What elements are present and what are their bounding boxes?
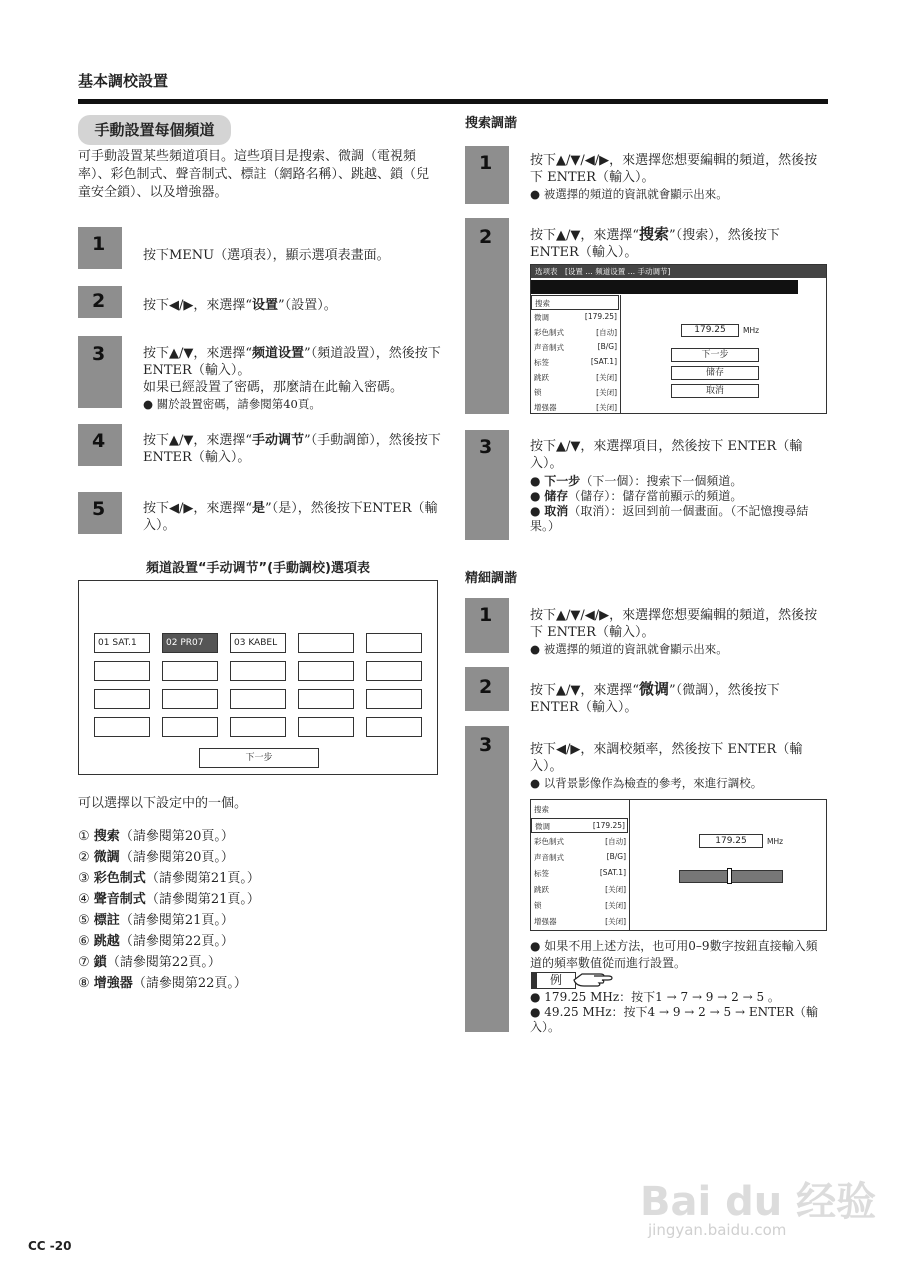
row-key: 增强器 [534, 917, 557, 926]
text-part: （儲存）：儲存當前顯示的頻道。 [568, 489, 743, 503]
osd-band [531, 280, 798, 294]
text-part: 179.25 MHz：按下1 → 7 → 9 → 2 → 5 。 [544, 990, 780, 1004]
channel-cell[interactable] [94, 717, 150, 737]
bullet-text: ● 以背景影像作為檢查的參考，來進行調校。 [530, 776, 763, 790]
section-pill: 手動設置每個頻道 [78, 115, 231, 145]
row-key: 跳跃 [534, 885, 549, 894]
osd-row[interactable] [531, 310, 619, 325]
text-part: ”（頻道設置），然後按下 ENTER（輸入）。 [143, 346, 441, 378]
step-number: 3 [479, 436, 493, 458]
next-button[interactable]: 下一步 [671, 348, 759, 362]
row-value: [关闭] [596, 388, 617, 397]
row-key: 跳跃 [534, 373, 549, 382]
channel-cell[interactable] [298, 689, 354, 709]
row-key: 锁 [534, 388, 542, 397]
text-part: 49.25 MHz：按下4 → 9 → 2 → 5 → ENTER（輸入）。 [530, 1005, 818, 1034]
channel-cell[interactable]: 03 KABEL [230, 633, 286, 653]
osd-row[interactable] [531, 850, 628, 865]
text-part: （取消）：返回到前一個畫面。（不記憶搜尋結果。） [530, 504, 809, 533]
list-item [78, 952, 260, 973]
row-key: 增强器 [534, 403, 557, 412]
row-key: 搜索 [535, 299, 550, 308]
bullet-term: 下一步 [544, 474, 581, 488]
text-part: ”（設置）。 [278, 298, 337, 313]
step-marker [465, 726, 509, 1032]
item-ref: （請參閱第21頁。） [145, 892, 260, 907]
text-part: ”（手動調節），然後按下ENTER（輸入）。 [143, 433, 441, 465]
text-part: ”（微調），然後按下 ENTER（輸入）。 [530, 683, 780, 715]
freq-field[interactable]: 179.25 [681, 324, 739, 337]
step-text [530, 607, 828, 658]
bullet-text: ● 储存（儲存）：儲存當前顯示的頻道。 [530, 489, 743, 503]
options-list [78, 826, 260, 994]
row-key: 微调 [535, 822, 550, 831]
item-ref: （請參閱第21頁。） [145, 871, 260, 886]
row-value: [关闭] [596, 403, 617, 412]
item-ref: （請參閱第21頁。） [119, 913, 234, 928]
row-key: 声音制式 [534, 343, 564, 352]
text-part: 按下◀/▶，來選擇“ [143, 501, 253, 516]
text-part: 被選擇的頻道的資訊就會顯示出來。 [543, 642, 728, 656]
text-part: 如果不用上述方法，也可用0–9數字按鈕直接輸入頻道的頻率數值從而進行設置。 [530, 939, 818, 970]
item-term: 標註 [93, 913, 120, 928]
menu-term: 搜索 [639, 225, 670, 243]
osd-row[interactable] [531, 914, 628, 929]
step-number: 3 [479, 734, 493, 756]
bullet-text: ● 取消（取消）：返回到前一個畫面。（不記憶搜尋結果。） [530, 504, 809, 533]
row-value: [B/G] [597, 342, 617, 351]
text-part: 按下◀/▶，來調校頻率，然後按下 ENTER（輸入）。 [530, 742, 803, 774]
search-osd [530, 264, 827, 414]
channel-cell[interactable] [230, 661, 286, 681]
bullet-text: ● 49.25 MHz：按下4 → 9 → 2 → 5 → ENTER（輸入）。 [530, 1005, 818, 1034]
menu-term: 微调 [639, 680, 670, 698]
row-value: [关闭] [596, 373, 617, 382]
text-part: 按下▲/▼，來選擇“ [530, 683, 640, 698]
item-ref: （請參閱第22頁。） [119, 934, 234, 949]
text-part: （下一個）：搜索下一個頻道。 [580, 474, 743, 488]
channel-cell[interactable] [366, 633, 422, 653]
item-number: ⑧ [78, 976, 90, 991]
menu-term: 设置 [252, 298, 279, 313]
row-key: 微调 [534, 313, 549, 322]
list-item [78, 826, 260, 847]
text-part: 被選擇的頻道的資訊就會顯示出來。 [543, 187, 728, 201]
bullet-text: ● 被選擇的頻道的資訊就會顯示出來。 [530, 642, 728, 656]
row-value: [SAT.1] [599, 868, 626, 877]
step-text [530, 741, 828, 792]
step-text [143, 500, 441, 534]
row-value: [关闭] [605, 885, 626, 894]
menu-term: 手动调节 [252, 433, 305, 448]
channel-cell[interactable] [162, 717, 218, 737]
row-key: 标签 [534, 869, 549, 878]
item-term: 搜索 [93, 829, 120, 844]
channel-cell[interactable] [230, 717, 286, 737]
item-term: 彩色制式 [93, 871, 146, 886]
step-number: 5 [92, 498, 106, 520]
example-label: 例 [531, 972, 576, 989]
channel-cell[interactable] [298, 633, 354, 653]
text-part: 關於設置密碼，請參閱第40頁。 [156, 397, 321, 411]
channel-cell-selected[interactable]: 02 PR07 [162, 633, 218, 653]
row-value: [自动] [596, 328, 617, 337]
item-number: ③ [78, 871, 90, 886]
page-number: CC -20 [28, 1239, 72, 1253]
channel-cell[interactable] [298, 661, 354, 681]
channel-cell[interactable] [366, 717, 422, 737]
bullet-text: ● 179.25 MHz：按下1 → 7 → 9 → 2 → 5 。 [530, 990, 780, 1004]
row-key: 声音制式 [534, 853, 564, 862]
list-item [78, 931, 260, 952]
freq-unit: MHz [767, 837, 784, 846]
text-part: 如果已經設置了密碼，那麼請在此輸入密碼。 [143, 380, 404, 395]
step-text [143, 432, 441, 466]
step-text [530, 152, 828, 203]
menu-term: 是 [252, 501, 266, 516]
item-ref: （請參閱第20頁。） [119, 829, 234, 844]
text-part: 按下▲/▼/◀/▶，來選擇您想要編輯的頻道，然後按下 ENTER（輸入）。 [530, 153, 818, 185]
step-text [143, 345, 441, 413]
row-value: [179.25] [584, 312, 617, 321]
item-number: ④ [78, 892, 90, 907]
step-number: 2 [479, 226, 493, 248]
note-text [530, 938, 828, 972]
channel-cell[interactable] [366, 661, 422, 681]
bullet-term: 取消 [544, 504, 569, 518]
item-term: 增強器 [93, 976, 133, 991]
osd-row[interactable] [531, 866, 628, 881]
list-item [78, 973, 260, 994]
item-ref: （請參閱第22頁。） [132, 976, 247, 991]
item-number: ② [78, 850, 90, 865]
text-part: 按下▲/▼，來選擇“ [143, 346, 253, 361]
osd-row[interactable] [531, 802, 628, 817]
osd-row[interactable] [531, 325, 619, 340]
text-part: ”（搜索），然後按下 ENTER（輸入）。 [530, 228, 780, 260]
osd-row-selected[interactable] [531, 818, 628, 833]
text-part: 按下▲/▼，來選擇項目，然後按下 ENTER（輸入）。 [530, 439, 803, 471]
bullet-text: ● 被選擇的頻道的資訊就會顯示出來。 [530, 187, 728, 201]
osd-row[interactable] [531, 882, 628, 897]
osd-title: 选项表 [设置 … 频道设置 … 手动调节] [531, 265, 826, 278]
row-key: 彩色制式 [534, 328, 564, 337]
list-item [78, 889, 260, 910]
page-header: 基本調校設置 [78, 72, 169, 90]
watermark-url: jingyan.baidu.com [648, 1221, 787, 1239]
fine-osd [530, 799, 827, 931]
pointing-hand-icon [572, 968, 616, 990]
section-title-fine: 精細調諧 [465, 571, 518, 586]
osd-row[interactable] [531, 295, 619, 310]
next-button[interactable]: 下一步 [199, 748, 319, 768]
channel-cell[interactable] [162, 661, 218, 681]
row-key: 标签 [534, 358, 549, 367]
step-number: 4 [92, 430, 106, 452]
channel-cell[interactable] [298, 717, 354, 737]
row-value: [关闭] [605, 917, 626, 926]
row-value: [B/G] [606, 852, 626, 861]
row-key: 搜索 [534, 805, 549, 814]
bullet-text: ● 下一步（下一個）：搜索下一個頻道。 [530, 474, 743, 488]
header-rule [78, 99, 828, 104]
watermark-logo: Bai du 经验 [640, 1179, 877, 1225]
item-number: ⑥ [78, 934, 90, 949]
osd-row[interactable] [531, 370, 619, 385]
item-term: 微調 [93, 850, 120, 865]
step-text [530, 226, 828, 261]
text-part: 按下▲/▼/◀/▶，來選擇您想要編輯的頻道，然後按下 ENTER（輸入）。 [530, 608, 818, 640]
osd-row[interactable] [531, 834, 628, 849]
channel-cell[interactable]: 01 SAT.1 [94, 633, 150, 653]
row-key: 彩色制式 [534, 837, 564, 846]
osd-row[interactable] [531, 898, 628, 913]
channel-cell[interactable] [230, 689, 286, 709]
osd-row[interactable] [531, 385, 619, 400]
menu-caption: 頻道設置“手动调节”(手動調校)選項表 [146, 561, 370, 576]
text-part: 按下▲/▼，來選擇“ [530, 228, 640, 243]
item-term: 跳越 [93, 934, 120, 949]
freq-unit: MHz [743, 326, 760, 335]
slider-handle[interactable] [727, 868, 732, 884]
intro-text: 可手動設置某些頻道項目。這些項目是搜索、微調（電視頻率）、彩色制式、聲音制式、標註（網路名稱）、跳越、鎖（兒童安全鎖）、以及增強器。 [78, 149, 430, 200]
row-value: [179.25] [592, 821, 625, 830]
step-text [530, 438, 828, 534]
cancel-button[interactable]: 取消 [671, 384, 759, 398]
text-part: 以背景影像作為檢查的參考，來進行調校。 [543, 776, 763, 790]
store-button[interactable]: 储存 [671, 366, 759, 380]
item-term: 聲音制式 [93, 892, 146, 907]
step-number: 2 [479, 676, 493, 698]
item-term: 鎖 [93, 955, 107, 970]
text-part: ”（是），然後按下ENTER（輸入）。 [143, 501, 438, 533]
row-value: [关闭] [605, 901, 626, 910]
section-title-search: 搜索調諧 [465, 116, 518, 131]
item-number: ① [78, 829, 90, 844]
channel-cell[interactable] [162, 689, 218, 709]
bullet-text: ● 關於設置密碼，請參閱第40頁。 [143, 397, 321, 411]
text-part: 按下◀/▶，來選擇“ [143, 298, 253, 313]
step-text: 按下MENU（選項表），顯示選項表畫面。 [143, 248, 390, 263]
manual-menu-box [78, 580, 438, 775]
item-ref: （請參閱第22頁。） [106, 955, 221, 970]
step-text [530, 681, 828, 716]
item-number: ⑤ [78, 913, 90, 928]
row-value: [SAT.1] [590, 357, 617, 366]
select-text: 可以選擇以下設定中的一個。 [78, 796, 248, 811]
step-number: 1 [479, 604, 493, 626]
channel-cell[interactable] [94, 689, 150, 709]
row-value: [自动] [605, 837, 626, 846]
list-item [78, 847, 260, 868]
list-item [78, 910, 260, 931]
step-number: 1 [479, 152, 493, 174]
bullet-text: ● 如果不用上述方法，也可用0–9數字按鈕直接輸入頻道的頻率數值從而進行設置。 [530, 939, 818, 970]
channel-cell[interactable] [94, 661, 150, 681]
step-number: 1 [92, 233, 106, 255]
list-item [78, 868, 260, 889]
step-text [143, 297, 443, 314]
row-key: 锁 [534, 901, 542, 910]
osd-row[interactable] [531, 355, 619, 370]
item-ref: （請參閱第20頁。） [119, 850, 234, 865]
osd-list [531, 295, 621, 413]
step-number: 2 [92, 290, 106, 312]
examples [530, 990, 828, 1035]
freq-field[interactable]: 179.25 [699, 834, 763, 848]
step-number: 3 [92, 343, 106, 365]
osd-list [531, 800, 630, 930]
osd-row[interactable] [531, 340, 619, 355]
channel-cell[interactable] [366, 689, 422, 709]
item-number: ⑦ [78, 955, 90, 970]
text-part: 按下▲/▼，來選擇“ [143, 433, 253, 448]
osd-row[interactable] [531, 400, 619, 415]
menu-term: 频道设置 [252, 346, 305, 361]
bullet-term: 储存 [544, 489, 569, 503]
